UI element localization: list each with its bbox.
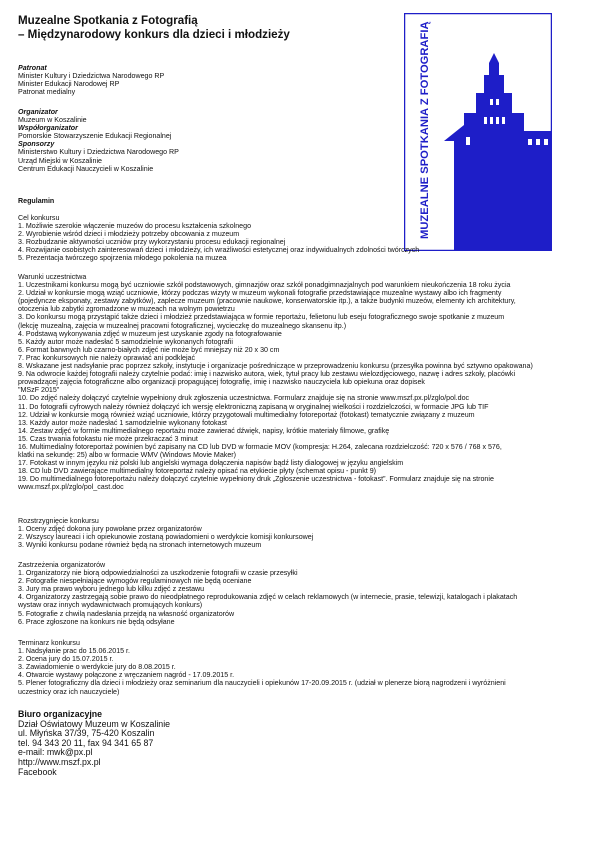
zastrzezenia-item: 5. Fotografie z chwilą nadesłania przejdą na własność organizatorów — [18, 609, 235, 618]
zastrzezenia-item: 1. Organizatorzy nie biorą odpowiedzialności za uszkodzenie fotografii w czasie przesyłki — [18, 569, 298, 578]
zastrzezenia-item: 4. Organizatorzy zastrzegają sobie prawo do nieodpłatnego reprodukowania zdjęć w celach reklamowych (w internecie, prasie, telewizji, katalogach i plakatach — [18, 593, 518, 602]
facebook-link[interactable]: Facebook — [18, 766, 57, 777]
sponsorzy-item: Urząd Miejski w Koszalinie — [18, 156, 102, 165]
cel-item: 1. Możliwie szerokie włączenie muzeów do procesu kształcenia szkolnego — [18, 222, 252, 231]
warunki-item: 7. Prac konkursowych nie należy oprawiać ani podklejać — [18, 353, 196, 362]
warunki-item: 10. Do zdjęć należy dołączyć czytelnie wypełniony druk zgłoszenia uczestnictwa. Formularz znajduje się na stronie www.mszf.px.pl/zglo/pol.doc — [18, 394, 470, 403]
warunki-item: 13. Każdy autor może nadesłać 1 samodzielnie wykonany fotokast — [18, 418, 227, 427]
zastrzezenia-item: 6. Prace zgłoszone na konkurs nie będą odsyłane — [18, 617, 175, 626]
warunki-item: 9. Na odwrocie każdej fotografii należy czytelnie podać: imię i nazwisko autora, wiek, tytuł pracy lub zestawu wielozdjęciowego, nazwę i adres szkoły, placówki — [18, 370, 516, 379]
sponsorzy-heading: Sponsorzy — [18, 140, 55, 149]
biuro-section — [18, 710, 170, 777]
rozstrzygniecie-section — [18, 517, 313, 549]
warunki-item: 19. Do multimedialnego fotoreportażu należy dołączyć czytelnie wypełniony druk „Zgłoszenie uczestnictwa - fotokast”. Formularz znajduje się na stronie — [18, 475, 494, 484]
patronat-section — [18, 64, 164, 96]
warunki-item: 17. Fotokast w innym języku niż polski lub angielski wymaga dołączenia napisów bądź listy dialogowej w języku angielskim — [18, 459, 404, 468]
rozstrzygniecie-item: 1. Oceny zdjęć dokona jury powołane przez organizatorów — [18, 525, 202, 534]
terminarz-item: 5. Plener fotograficzny dla dzieci i młodzieży oraz seminarium dla nauczycieli i opiekunów 17-20.09.2015 r. (udział w plenerze biorą nagrodzeni i wyróżnieni — [18, 679, 506, 688]
cel-item: 2. Wyrobienie wśród dzieci i młodzieży potrzeby obcowania z muzeum — [18, 230, 240, 239]
email-link[interactable]: e-mail: mwk@px.pl — [18, 747, 93, 758]
terminarz-heading: Terminarz konkursu — [18, 639, 80, 647]
warunki-item: 5. Każdy autor może nadesłać 5 samodzielnie wykonanych fotografii — [18, 337, 233, 346]
warunki-heading: Warunki uczestnictwa — [18, 273, 87, 281]
terminarz-item: 4. Otwarcie wystawy połączone z wręczaniem nagród - 17.09.2015 r. — [18, 671, 235, 680]
document-title — [18, 14, 393, 41]
terminarz-item: 1. Nadsyłanie prac do 15.06.2015 r. — [18, 647, 130, 656]
museum-logo — [404, 13, 552, 251]
warunki-item: 4. Podstawą wykonywania zdjęć w muzeum jest uzyskanie zgody na fotografowanie — [18, 329, 282, 338]
rozstrzygniecie-heading: Rozstrzygnięcie konkursu — [18, 517, 99, 525]
cel-item: 5. Prezentacja twórczego spojrzenia młodego pokolenia na muzea — [18, 254, 227, 263]
zastrzezenia-heading: Zastrzeżenia organizatorów — [18, 561, 106, 569]
warunki-item: prowadzącej zajęcia fotograficzne albo organizacji propagującej fotografię, imię i nazwisko nauczyciela lub opiekuna oraz dopisek — [18, 378, 425, 387]
warunki-item: 11. Do fotografii cyfrowych należy również dołączyć ich wersję elektroniczną zapisaną w oryginalnej wielkości i rozdzielczości, w formacie JPG lub TIF — [18, 402, 489, 411]
cel-item: 3. Rozbudzanie aktywności uczniów przy wykorzystaniu procesu edukacji regionalnej — [18, 238, 286, 247]
cel-section — [18, 214, 419, 263]
patronat-item: Minister Kultury i Dziedzictwa Narodowego RP — [18, 72, 165, 81]
organizator-section — [18, 108, 179, 173]
warunki-section — [18, 273, 533, 492]
warunki-item: 15. Czas trwania fotokastu nie może przekraczać 3 minut — [18, 434, 198, 443]
patronat-heading: Patronat — [18, 64, 47, 72]
warunki-item: 12. Udział w konkursie mogą również wziąć uczniowie, którzy przygotowali multimedialny fotoreportaż (fotokast) tematycznie związany z muzeum — [18, 410, 475, 419]
warunki-item: klatki na sekundę: 25) albo w formacie WMV (Windows Movie Maker) — [18, 451, 237, 460]
warunki-item: www.mszf.px.pl/zglo/pol_cast.doc — [18, 483, 124, 492]
patronat-item: Patronat medialny — [18, 88, 76, 97]
regulamin-heading: Regulamin — [18, 197, 55, 205]
terminarz-item: 3. Zawiadomienie o werdykcie jury do 8.08.2015 r. — [18, 663, 176, 672]
warunki-item: (pojedyncze eksponaty, zestawy zabytków), zaplecze muzeum (pracownie naukowe, konserwatorskie itp.), a także budynki muzeów, elementy ich architektury, — [18, 297, 516, 306]
warunki-item: 18. CD lub DVD zawierające multimedialny fotoreportaż należy opisać na etykiecie płyty (schemat opisu - punkt 9) — [18, 467, 377, 476]
biuro-item: Dział Oświatowy Muzeum w Koszalinie — [18, 718, 171, 729]
organizator-heading: Organizator — [18, 108, 58, 116]
regulamin-section — [18, 197, 54, 205]
warunki-item: otoczenia lub zabytki zgromadzone w muzeach na wolnym powietrzu — [18, 305, 235, 314]
sponsorzy-item: Centrum Edukacji Nauczycieli w Koszalinie — [18, 164, 154, 173]
biuro-item: tel. 94 343 20 11, fax 94 341 65 87 — [18, 737, 154, 748]
warunki-item: (lekcję muzealną, zajęcia w muzealnej pracowni fotograficznej, wycieczkę do muzealnego skansenu itp.) — [18, 321, 347, 330]
rozstrzygniecie-item: 2. Wszyscy laureaci i ich opiekunowie zostaną powiadomieni o werdykcie komisji konkursowej — [18, 533, 314, 542]
terminarz-section — [18, 639, 506, 696]
rozstrzygniecie-item: 3. Wyniki konkursu podane również będą na stronach internetowych muzeum — [18, 541, 262, 550]
wspolorganizator-item: Pomorskie Stowarzyszenie Edukacji Regionalnej — [18, 132, 172, 141]
warunki-item: 16. Multimedialny fotoreportaż powinien być zapisany na CD lub DVD w formacie MOV (kompresja: H.264, zalecana rozdzielczość: 720 x 576 / 768 x 576, — [18, 442, 502, 451]
warunki-item: 2. Udział w konkursie mogą wziąć uczniowie, którzy podczas wizyty w muzeum wykonali fotografie przedstawiające muzealne wystawy albo ich fragmenty — [18, 289, 502, 298]
biuro-item: ul. Młyńska 37/39, 75-420 Koszalin — [18, 728, 155, 739]
warunki-item: 1. Uczestnikami konkursu mogą być uczniowie szkół podstawowych, gimnazjów oraz szkół ponadgimnazjalnych pod warunkiem nieukończenia 18 roku życia — [18, 281, 511, 290]
title-line-1: Muzealne Spotkania z Fotografią — [18, 14, 198, 27]
cel-heading: Cel konkursu — [18, 214, 60, 222]
warunki-item: 3. Do konkursu mogą przystąpić także dzieci i młodzież przedstawiająca w formie reportażu, felietonu lub eseju fotograficznego swoje spotkanie z muzeum — [18, 313, 505, 322]
terminarz-item: 2. Ocena jury do 15.07.2015 r. — [18, 655, 114, 664]
zastrzezenia-section — [18, 561, 517, 626]
patronat-item: Minister Edukacji Narodowej RP — [18, 80, 120, 89]
sponsorzy-item: Ministerstwo Kultury i Dziedzictwa Narodowego RP — [18, 148, 179, 157]
website-link[interactable]: http://www.mszf.px.pl — [18, 756, 101, 767]
cel-item: 4. Rozwijanie osobistych zainteresowań dzieci i młodzieży, ich wrażliwości estetycznej oraz indywidualnych zdolności twórczych — [18, 246, 420, 255]
warunki-item: 14. Zestaw zdjęć w formie multimedialnego reportażu może zawierać dźwięk, napisy, krótkie materiały filmowe, grafikę — [18, 426, 390, 435]
organizator-item: Muzeum w Koszalinie — [18, 116, 87, 125]
zastrzezenia-item: 3. Jury ma prawo wyboru jednego lub kilku zdjęć z zestawu — [18, 585, 205, 594]
warunki-item: 6. Format barwnych lub czarno-białych zdjęć nie może być mniejszy niż 20 x 30 cm — [18, 345, 280, 354]
warunki-item: "MSzF 2015" — [18, 386, 60, 395]
zastrzezenia-item: wystaw oraz innych wydawnictwach promujących konkurs) — [18, 601, 203, 610]
logo-text: MUZEALNE SPOTKANIA Z FOTOGRAFIĄ — [419, 21, 431, 239]
biuro-heading: Biuro organizacyjne — [18, 709, 103, 719]
wspolorganizator-heading: Współorganizator — [18, 124, 78, 133]
warunki-item: 8. Wskazane jest nadsyłanie prac poprzez szkoły, instytucje i organizacje pośredniczące w przeprowadzeniu konkursu (przesyłka powinna być sztywno opakowana) — [18, 362, 533, 371]
title-line-2: – Międzynarodowy konkurs dla dzieci i młodzieży — [18, 27, 290, 41]
terminarz-item: uczestnicy oraz ich nauczyciele) — [18, 687, 120, 696]
zastrzezenia-item: 2. Fotografie niespełniające wymogów regulaminowych nie będą oceniane — [18, 577, 252, 586]
